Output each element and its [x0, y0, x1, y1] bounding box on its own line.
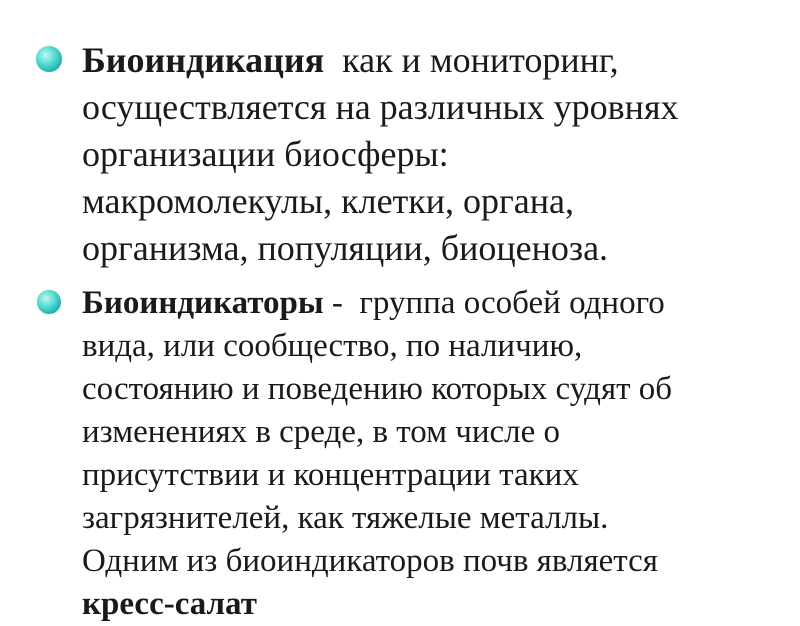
- text-line: вида, или сообщество, по наличию,: [82, 328, 583, 364]
- bullet-text: [82, 282, 772, 626]
- text-line: организма, популяции, биоценоза.: [82, 228, 609, 268]
- text-line: Одним из биоиндикаторов почв является: [82, 543, 658, 579]
- text-line: осуществляется на различных уровнях: [82, 87, 679, 127]
- bullet-separator: -: [323, 285, 360, 321]
- text-line: группа особей одного: [359, 285, 665, 321]
- circle-bullet-icon: [37, 290, 61, 314]
- text-line: макромолекулы, клетки, органа,: [82, 181, 575, 221]
- text-line: загрязнителей, как тяжелые металлы.: [82, 500, 609, 536]
- text-line: присутствии и концентрации таких: [82, 457, 579, 493]
- bullet-term: Биоиндикаторы: [82, 285, 324, 321]
- text-line: как и мониторинг,: [342, 40, 619, 80]
- bullet-term: Биоиндикация: [82, 40, 325, 80]
- text-line: состоянию и поведению которых судят об: [82, 371, 673, 407]
- bullet-separator: [324, 40, 342, 80]
- text-line: организации биосферы:: [82, 134, 449, 174]
- bullet-text: [82, 37, 772, 272]
- text-line-emphasis: кресс-салат: [82, 586, 257, 622]
- text-line: изменениях в среде, в том числе о: [82, 414, 561, 450]
- circle-bullet-icon: [36, 46, 62, 72]
